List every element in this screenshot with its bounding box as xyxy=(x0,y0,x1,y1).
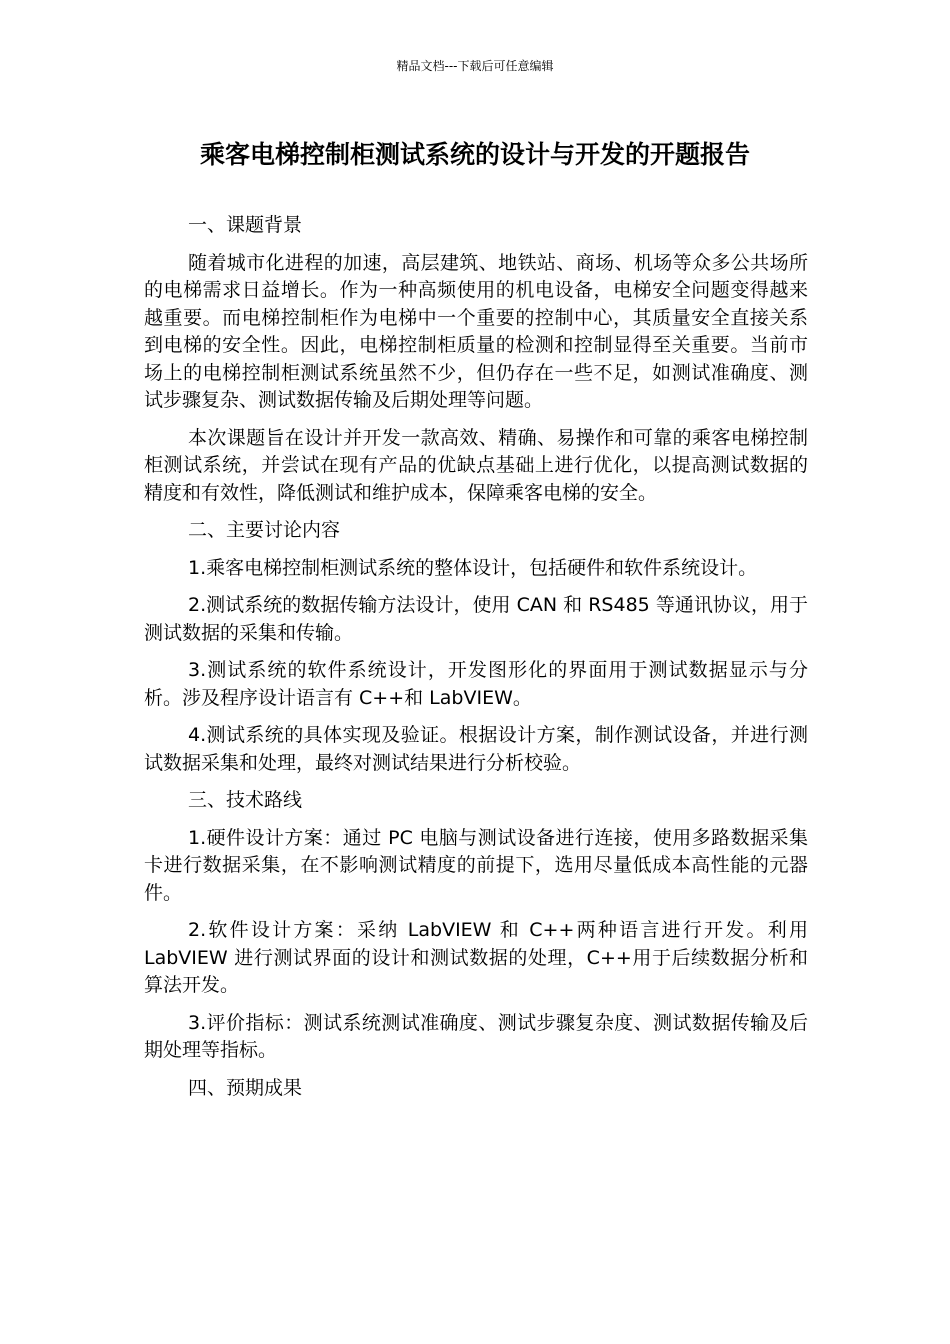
header-note: 精品文档---下载后可任意编辑 xyxy=(396,59,554,73)
technical-route-item-3: 3.评价指标：测试系统测试准确度、测试步骤复杂度、测试数据传输及后期处理等指标。 xyxy=(144,1011,808,1061)
section-heading-main-content: 二、主要讨论内容 xyxy=(188,519,341,541)
main-content-item-4: 4.测试系统的具体实现及验证。根据设计方案，制作测试设备，并进行测试数据采集和处理，最终对测试结果进行分析校验。 xyxy=(144,724,808,774)
document-title: 乘客电梯控制柜测试系统的设计与开发的开题报告 xyxy=(199,140,750,169)
section-heading-expected-results: 四、预期成果 xyxy=(188,1076,303,1099)
background-paragraph-1: 随着城市化进程的加速，高层建筑、地铁站、商场、机场等众多公共场所的电梯需求日益增长。作为一种高频使用的机电设备，电梯安全问题变得越来越重要。而电梯控制柜作为电梯中一个重要的控制中心，其质量安全直接关系到电梯的安全性。因此，电梯控制柜质量的检测和控制显得至关重要。当前市场上的电梯控制柜测试系统虽然不少，但仍存在一些不足，如测试准确度、测试步骤复杂、测试数据传输及后期处理等问题。 xyxy=(144,251,808,411)
technical-route-item-1: 1.硬件设计方案：通过 PC 电脑与测试设备进行连接，使用多路数据采集卡进行数据采集，在不影响测试精度的前提下，选用尽量低成本高性能的元器件。 xyxy=(144,826,808,904)
main-content-item-2: 2.测试系统的数据传输方法设计，使用 CAN 和 RS485 等通讯协议，用于测试数据的采集和传输。 xyxy=(144,594,808,644)
main-content-item-3: 3.测试系统的软件系统设计，开发图形化的界面用于测试数据显示与分析。涉及程序设计语言有 C++和 LabVIEW。 xyxy=(144,659,808,709)
main-content-item-1: 1.乘客电梯控制柜测试系统的整体设计，包括硬件和软件系统设计。 xyxy=(188,556,758,579)
technical-route-item-2: 2.软件设计方案：采纳 LabVIEW 和 C++两种语言进行开发。利用 LabVIEW 进行测试界面的设计和测试数据的处理，C++用于后续数据分析和算法开发。 xyxy=(144,919,808,996)
section-heading-technical-route: 三、技术路线 xyxy=(188,789,303,811)
section-heading-background: 一、课题背景 xyxy=(188,214,303,236)
background-paragraph-2: 本次课题旨在设计并开发一款高效、精确、易操作和可靠的乘客电梯控制柜测试系统，并尝试在现有产品的优缺点基础上进行优化，以提高测试数据的精度和有效性，降低测试和维护成本，保障乘客电梯的安全。 xyxy=(144,426,808,504)
document-body xyxy=(144,212,808,1112)
